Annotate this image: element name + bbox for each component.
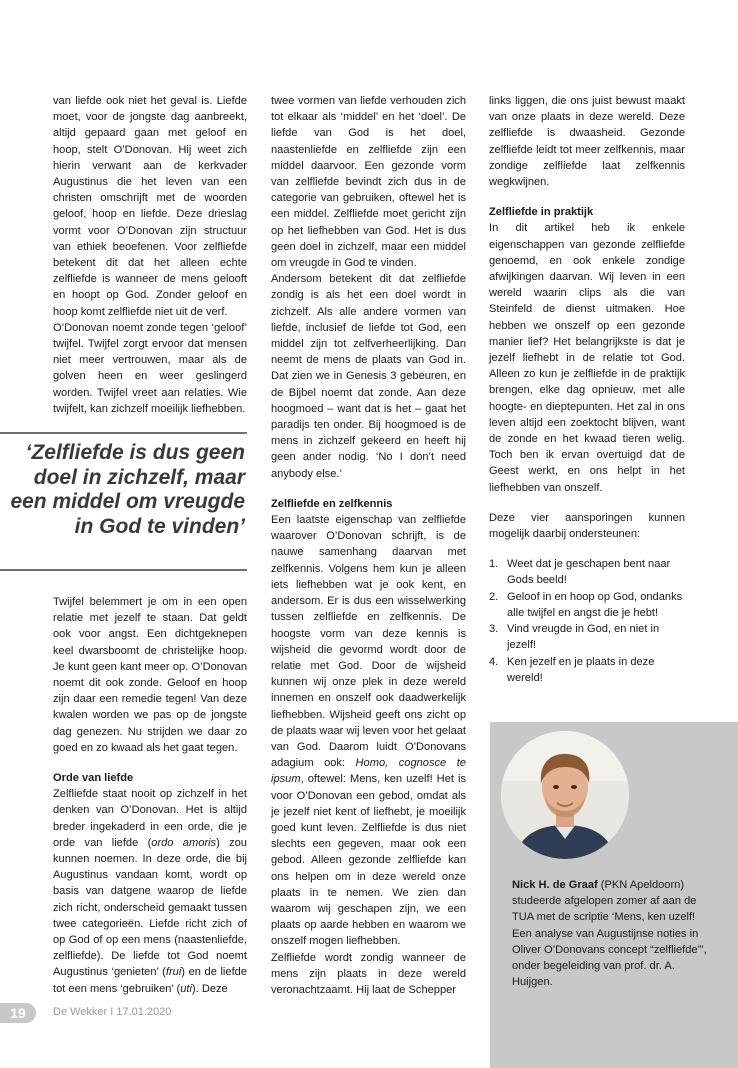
page-number: 19 xyxy=(0,1003,36,1023)
numbered-list xyxy=(489,556,685,686)
author-description: (PKN Apeldoorn) studeerde afgelopen zomer af aan de TUA met de scriptie ‘Mens, ken uzelf! Een analyse van Augustijnse noties in Oliver O’Donovans concept “zelfliefde”’, onder begeleiding van prof. dr. A. Huijgen. xyxy=(512,879,707,989)
list-item: 3. Vind vreugde in God, en niet in jezelf! xyxy=(489,623,660,652)
paragraph: In dit artikel heb ik enkele eigenschappen van gezonde zelfliefde genoemd, en ook enkele zondige afwijkingen daarvan. Wij leven in een wereld waarin clips als die van Steinfeld de dienst uitmaken. Hoe hebben we onszelf op een gezonde manier lief? Het belangrijkste is dat je jezelf liefhebt in de relatie tot God. Alleen zo kun je zelfliefde in de praktijk brengen, elke dag opnieuw, met alle hoogte- en dieptepunten. Het zal in ons leven altijd een zoektocht blijven, want de zonde en het kwaad tieren welig. Toch ben ik ervan overtuigd dat de Geest werkt, en ons helpt in het liefhebben van onszelf. xyxy=(489,222,685,494)
page-footer xyxy=(0,1003,300,1023)
list-item: 2. Geloof in en hoop op God, ondanks alle twijfel en angst die je hebt! xyxy=(489,590,683,619)
section-heading: Zelfliefde in praktijk xyxy=(489,206,594,219)
section-heading: Orde van liefde xyxy=(53,772,134,785)
paragraph: twee vormen van liefde verhouden zich tot elkaar als ‘middel’ en het ‘doel’. De liefde van God is het doel, naastenliefde en zelfliefde zijn een middel daarvoor. Een gezonde vorm van zelfliefde bevindt zich dus in de categorie van gebruiken, oftewel het is een middel. Zelfliefde moet gericht zijn op het liefhebben van God. Het is dus geen doel in zichzelf, maar een middel om vreugde in God te vinden. xyxy=(271,95,466,270)
paragraph: van liefde ook niet het geval is. Liefde moet, voor de jongste dag aanbreekt, altijd gepaard gaan met geloof en hoop, stelt O’Donovan. Hij weet zich hierin verwant aan de kerkvader Augustinus die het leven van een christen omschrijft met de woorden geloof, hoop en liefde. Deze drieslag vormt voor O’Donovan zijn structuur van ethiek beoefenen. Voor zelfliefde betekent dit dat het alleen echte zelfliefde is wanneer de mens gelooft en hoopt op God. Zonder geloof en hoop komt zelfliefde niet uit de verf. xyxy=(53,95,247,318)
article-column-1-top xyxy=(53,93,247,417)
publication-info: De Wekker I 17.01.2020 xyxy=(53,1006,172,1018)
paragraph: O’Donovan noemt zonde tegen ‘geloof’ twijfel. Twijfel zorgt ervoor dat mensen niet meer vertrouwen, maar als de golven heen en weer geslingerd worden. Twijfel vreet aan relaties. Wie twijfelt, kan zichzelf moeilijk liefhebben. xyxy=(53,321,247,415)
list-item: 1. Weet dat je geschapen bent naar Gods beeld! xyxy=(489,558,671,587)
author-photo xyxy=(501,731,629,859)
paragraph: Twijfel belemmert je om in een open relatie met jezelf te staan. Dat geldt ook voor angst. Een dichtgeknepen keel dwarsboomt de christelijke hoop. Je kunt geen kant meer op. O’Donovan noemt dit ook zonde. Geloof en hoop zijn daar een remedie tegen! Van deze kwalen worden we pas op de jongste dag genezen. Nu strijden we daar zo goed en zo kwaad als het gaat tegen. xyxy=(53,596,247,754)
paragraph: Zelfliefde wordt zondig wanneer de mens zijn plaats in deze wereld veronachtzaamt. Hij laat de Schepper xyxy=(271,951,466,996)
section-heading: Zelfliefde en zelfkennis xyxy=(271,497,393,510)
person-portrait-icon xyxy=(501,731,629,859)
article-column-2 xyxy=(271,93,466,998)
list-item: 4. Ken jezelf en je plaats in deze wereld! xyxy=(489,655,655,684)
pull-quote: ‘Zelfliefde is dus geen doel in zichzelf, maar een middel om vreugde in God te vinden’ xyxy=(10,441,245,538)
paragraph: Andersom betekent dit dat zelfliefde zondig is als het een doel wordt in zichzelf. Als alle andere vormen van liefde, inclusief de liefde tot God, een middel zijn tot zelfverheerlijking. Dan neemt de mens de plaats van God in. Dat zien we in Genesis 3 gebeuren, en de Bijbel noemt dat zonde. Aan deze hoogmoed – want dat is het – gaat het paradijs ten onder. Bij hoogmoed is de mens in zichzelf gekeerd en heeft hij geen ander nodig. ‘No I don’t need anybody else.’ xyxy=(271,273,466,480)
author-bio xyxy=(512,877,712,990)
paragraph: Deze vier aansporingen kunnen mogelijk daarbij ondersteunen: xyxy=(489,511,685,541)
article-column-1-bottom xyxy=(53,594,247,997)
author-name: Nick H. de Graaf xyxy=(512,879,598,891)
quote-rule-bottom xyxy=(0,569,247,571)
article-column-3 xyxy=(489,93,685,686)
quote-rule-top xyxy=(0,432,247,434)
paragraph: Zelfliefde staat nooit op zichzelf in het denken van O’Donovan. Het is altijd breder ingekaderd in een orde, die je orde van liefde (ordo amoris) zou kunnen noemen. In deze orde, die bij Augustinus vandaan komt, wordt op basis van datgene waarop de liefde zich richt, onderscheid gemaakt tussen twee categorieën. Liefde richt zich of op God of op een mens (naastenliefde, zelfliefde). De liefde tot God noemt Augustinus ‘genieten’ (frui) en de liefde tot een mens ‘gebruiken’ (uti). Deze xyxy=(53,788,247,995)
paragraph: Een laatste eigenschap van zelfliefde waarover O’Donovan schrijft, is de nauwe samenhang daarvan met zelfkennis. Volgens hem kun je alleen iets liefhebben wat je ook kent, en andersom. Er is dus een wisselwerking tussen zelfliefde en zelfkennis. De hoogste vorm van deze kennis is wijsheid die gevormd wordt door de relatie met God. Door de wijsheid kunnen wij onze plek in deze wereld innemen en onszelf ook daadwerkelijk liefhebben. Wijsheid geeft ons zicht op de plaats waar wij leven voor het gelaat van God. Daarom luidt O’Donovans adagium ook: Homo, cognosce te ipsum, oftewel: Mens, ken uzelf! Het is voor O’Donovan een gebod, omdat als je jezelf niet kent of liefhebt, je moeilijk goed kunt leven. Zelfliefde is dus niet slechts een gegeven, maar ook een gebod. Alleen gezonde zelfliefde kan ons helpen om in deze wereld onze plaats in te nemen. We zien dan waarom wij geschapen zijn, we een plaats op aarde hebben en waarom we onszelf mogen liefhebben. xyxy=(271,514,466,948)
paragraph: links liggen, die ons juist bewust maakt van onze plaats in deze wereld. Deze zelfliefde is dwaasheid. Gezonde zelfliefde leidt tot meer zelfkennis, maar zondige zelfliefde laat zelfkennis wegkwijnen. xyxy=(489,95,685,189)
